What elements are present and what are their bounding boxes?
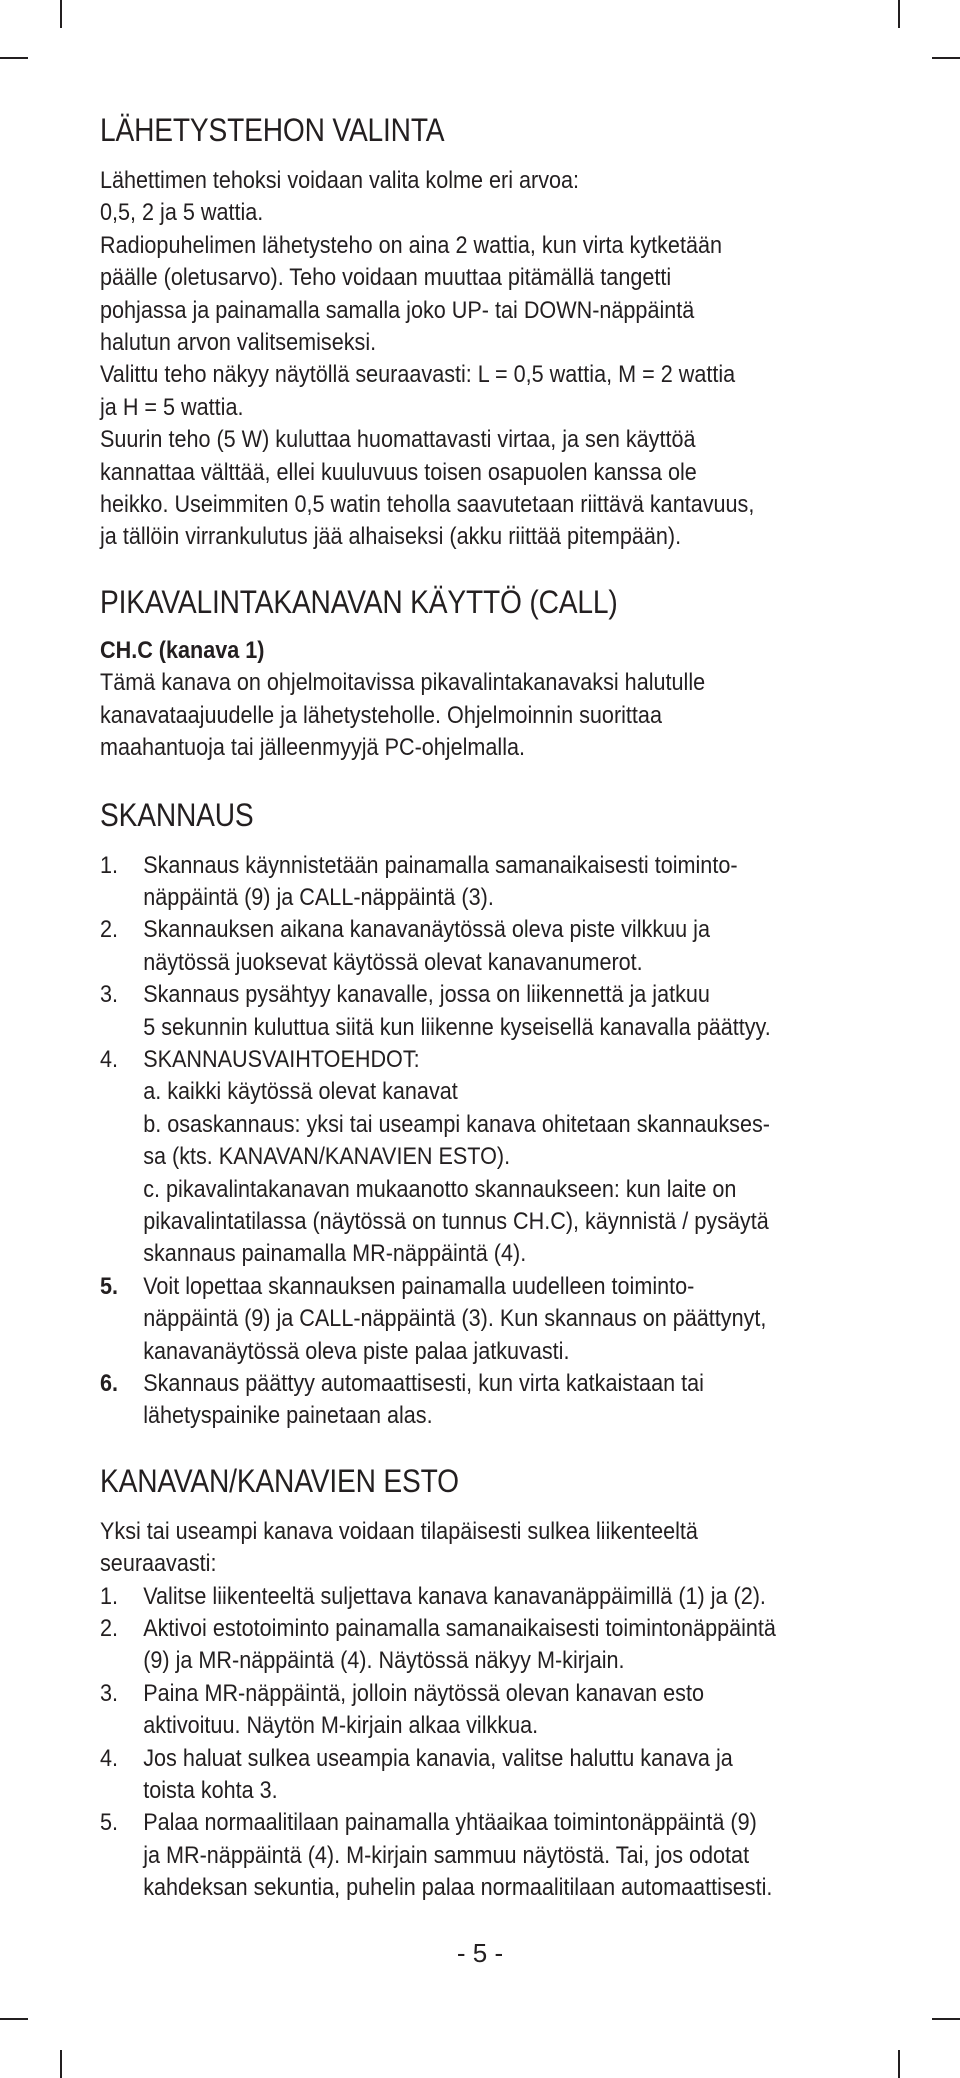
list-item <box>100 1807 784 1904</box>
list-item-text: aktivoituu. Näytön M-kirjain alkaa vilkkua. <box>143 1712 539 1740</box>
list-item-text: ja MR-näppäintä (4). M-kirjain sammuu näytöstä. Tai, jos odotat <box>143 1841 750 1869</box>
list-item <box>100 1613 784 1678</box>
list-item-text: kanavanäytössä oleva piste palaa jatkuvasti. <box>143 1337 570 1365</box>
skannaus-list <box>100 850 784 1433</box>
scan-option-line: sa (kts. KANAVAN/KANAVIEN ESTO). <box>143 1143 511 1171</box>
list-item-text: toista kohta 3. <box>143 1777 278 1805</box>
list-item <box>100 1581 784 1613</box>
list-item <box>100 1743 784 1808</box>
list-item-text: näytössä juoksevat käytössä olevat kanavanumerot. <box>143 948 643 976</box>
body-line: Tämä kanava on ohjelmoitavissa pikavalintakanavaksi halutulle <box>100 669 706 697</box>
list-item-text: Jos haluat sulkea useampia kanavia, valitse haluttu kanava ja <box>143 1744 733 1772</box>
body-line: Radiopuhelimen lähetysteho on aina 2 wattia, kun virta kytketään <box>100 231 722 259</box>
list-item-number: 4. <box>100 1744 119 1772</box>
body-line: halutun arvon valitsemiseksi. <box>100 329 377 357</box>
list-item-text: Paina MR-näppäintä, jolloin näytössä olevan kanavan esto <box>143 1679 704 1707</box>
section-heading-pikavalinta: PIKAVALINTAKANAVAN KÄYTTÖ (CALL) <box>100 583 618 620</box>
crop-mark-top-left-v <box>60 0 62 28</box>
body-line: ja H = 5 wattia. <box>100 393 244 421</box>
list-item-text: Skannaus käynnistetään painamalla samanaikaisesti toiminto- <box>143 851 738 879</box>
body-line: kanavataajuudelle ja lähetysteholle. Ohjelmoinnin suorittaa <box>100 701 662 729</box>
crop-mark-bottom-left-v <box>60 2050 62 2078</box>
list-item-text: Voit lopettaa skannauksen painamalla uudelleen toiminto- <box>143 1272 695 1300</box>
list-item <box>100 1271 784 1368</box>
list-item <box>100 1044 784 1076</box>
section-body-lahetysteho <box>100 165 784 554</box>
body-line: Suurin teho (5 W) kuluttaa huomattavasti virtaa, ja sen käyttöä <box>100 426 696 454</box>
list-item <box>100 1678 784 1743</box>
list-item-number: 2. <box>100 1615 119 1643</box>
list-item-text: lähetyspainike painetaan alas. <box>143 1402 433 1430</box>
body-line: pohjassa ja painamalla samalla joko UP- tai DOWN-näppäintä <box>100 296 695 324</box>
crop-mark-bottom-right-v <box>898 2050 900 2078</box>
list-item <box>100 979 784 1044</box>
list-item-text: kahdeksan sekuntia, puhelin palaa normaalitilaan automaattisesti. <box>143 1874 773 1902</box>
list-item-number: 4. <box>100 1045 119 1073</box>
scan-option-line: c. pikavalintakanavan mukaanotto skannaukseen: kun laite on <box>143 1175 737 1203</box>
body-line: päälle (oletusarvo). Teho voidaan muuttaa pitämällä tangetti <box>100 264 672 292</box>
list-item-text: (9) ja MR-näppäintä (4). Näytössä näkyy M-kirjain. <box>143 1647 625 1675</box>
list-item-text: SKANNAUSVAIHTOEHDOT: <box>143 1045 420 1073</box>
list-item-text: 5 sekunnin kuluttua siitä kun liikenne kyseisellä kanavalla päättyy. <box>143 1013 771 1041</box>
crop-mark-top-right-h <box>932 57 960 59</box>
scan-option-line: a. kaikki käytössä olevat kanavat <box>143 1078 458 1106</box>
section-body-pikavalinta <box>100 667 784 764</box>
list-item-number: 3. <box>100 1679 119 1707</box>
document-page <box>100 112 860 1905</box>
esto-intro <box>100 1516 784 1581</box>
list-item-text: näppäintä (9) ja CALL-näppäintä (3). Kun skannaus on päättynyt, <box>143 1305 767 1333</box>
scan-option-line: skannaus painamalla MR-näppäintä (4). <box>143 1240 527 1268</box>
crop-mark-top-right-v <box>898 0 900 28</box>
body-line: maahantuoja tai jälleenmyyjä PC-ohjelmalla. <box>100 734 526 762</box>
page-number: - 5 - <box>456 1938 504 1968</box>
body-line: Valittu teho näkyy näytöllä seuraavasti: L = 0,5 wattia, M = 2 wattia <box>100 361 736 389</box>
list-item-number: 1. <box>100 851 119 879</box>
body-line: seuraavasti: <box>100 1550 217 1578</box>
list-item-number: 5. <box>100 1272 119 1300</box>
list-item-text: Valitse liikenteeltä suljettava kanava kanavanäppäimillä (1) ja (2). <box>143 1582 766 1610</box>
body-line: heikko. Useimmiten 0,5 watin teholla saavutetaan riittävä kantavuus, <box>100 491 755 519</box>
scan-option-line: b. osaskannaus: yksi tai useampi kanava ohitetaan skannaukses- <box>143 1110 770 1138</box>
list-item <box>100 914 784 979</box>
body-line: ja tällöin virrankulutus jää alhaiseksi (akku riittää pitempään). <box>100 523 682 551</box>
list-item-text: Palaa normaalitilaan painamalla yhtäaikaa toimintonäppäintä (9) <box>143 1809 757 1837</box>
body-line: Lähettimen tehoksi voidaan valita kolme eri arvoa: <box>100 167 580 194</box>
esto-list <box>100 1581 784 1905</box>
list-item-number: 3. <box>100 981 119 1009</box>
section-heading-esto: KANAVAN/KANAVIEN ESTO <box>100 1462 459 1499</box>
scan-options <box>100 1076 784 1270</box>
crop-mark-bottom-right-h <box>932 2018 960 2020</box>
crop-mark-top-left-h <box>0 57 28 59</box>
body-line: Yksi tai useampi kanava voidaan tilapäisesti sulkea liikenteeltä <box>100 1517 698 1545</box>
scan-option-line: pikavalintatilassa (näytössä on tunnus CH.C), käynnistä / pysäytä <box>143 1207 769 1235</box>
section-heading-skannaus: SKANNAUS <box>100 796 254 833</box>
list-item-number: 6. <box>100 1370 119 1397</box>
subheading-chc: CH.C (kanava 1) <box>100 636 265 664</box>
list-item-number: 1. <box>100 1582 119 1610</box>
body-line: kannattaa välttää, ellei kuuluvuus toisen osapuolen kanssa ole <box>100 458 697 486</box>
crop-mark-bottom-left-h <box>0 2018 28 2020</box>
list-item-number: 5. <box>100 1809 119 1837</box>
list-item <box>100 1368 784 1433</box>
list-item <box>100 850 784 915</box>
list-item-text: Aktivoi estotoiminto painamalla samanaikaisesti toimintonäppäintä <box>143 1615 776 1643</box>
list-item-text: Skannauksen aikana kanavanäytössä oleva piste vilkkuu ja <box>143 916 710 944</box>
list-item-text: Skannaus pysähtyy kanavalle, jossa on liikennettä ja jatkuu <box>143 981 710 1009</box>
body-line: 0,5, 2 ja 5 wattia. <box>100 199 264 227</box>
list-item-text: Skannaus päättyy automaattisesti, kun virta katkaistaan tai <box>143 1370 704 1397</box>
section-heading-lahetysteho: LÄHETYSTEHON VALINTA <box>100 112 445 148</box>
list-item-number: 2. <box>100 916 119 944</box>
list-item-text: näppäintä (9) ja CALL-näppäintä (3). <box>143 883 494 911</box>
